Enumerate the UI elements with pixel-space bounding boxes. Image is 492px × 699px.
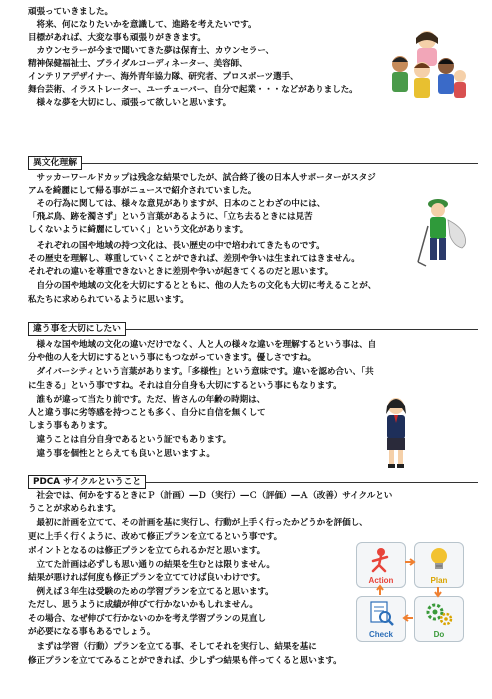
section-title: 違う事を大切にしたい <box>28 322 126 336</box>
section-divider <box>28 163 478 164</box>
pdca-action-cell <box>356 542 406 588</box>
paragraph-line: その行為に関しては、様々な意見がありますが、日本のことわざの中には、 <box>28 199 326 209</box>
paragraph-line: 様々な国や地域の文化の違いだけでなく、人と人の様々な違いを理解するという事は、自 <box>28 340 377 350</box>
paragraph-line: 結果が悪ければ何度も修正プランを立ててけば良いわけです。 <box>28 573 266 583</box>
lightbulb-icon <box>415 545 463 575</box>
paragraph-line: 例えば３年生は受験のための学習プランを立てると思います。 <box>28 587 274 597</box>
paragraph-line: 違う事を個性ととらえても良いと思いますよ。 <box>28 449 215 459</box>
section-title: 異文化理解 <box>28 156 82 170</box>
paragraph-line: ダイバーシティという言葉があります。「多様性」という意味です。違いを認め合い、「共 <box>28 367 374 377</box>
paragraph-line: サッカーワールドカップは残念な結果でしたが、試合終了後の日本人サポーターがスタジ <box>28 173 376 183</box>
pdca-action-label: Action <box>368 576 394 585</box>
pdca-cycle-diagram <box>356 542 466 644</box>
paragraph-line: 「飛ぶ鳥、跡を濁さず」という言葉があるように、「立ち去るときには見苦 <box>28 212 313 222</box>
paragraph-line: 人と違う事に劣等感を持つことも多く、自分に自信を無くして <box>28 408 266 418</box>
intro-line: 精神保健福祉士、ブライダルコーディネーター、美容師、 <box>28 59 248 69</box>
pdca-check-label: Check <box>368 630 393 639</box>
intro-line: 将来、何になりたいかを意識して、進路を考えたいです。 <box>28 20 257 30</box>
paragraph-line: それぞれの国や地域の持つ文化は、長い歴史の中で培われてきたものです。 <box>28 241 325 251</box>
paragraph-line: に生きる」という事ですね。それは自分自身も大切にするという事にもなります。 <box>28 381 342 391</box>
paragraph-line: 社会では、何かをするときにＰ（計画）―Ｄ（実行）―Ｃ（評価）―Ａ（改善）サイクルとい <box>28 491 393 501</box>
paragraph-line: 修正プランを立ててみることができれば、少しずつ結果も伴ってくると思います。 <box>28 656 342 666</box>
intro-line: カウンセラーが今まで聞いてきた夢は保育士、カウンセラー、 <box>28 46 274 56</box>
pdca-do-cell <box>414 596 464 642</box>
paragraph-line: 立てた計画は必ずしも思い通りの結果を生むとは限りません。 <box>28 560 275 570</box>
magnifier-document-icon <box>357 599 405 629</box>
paragraph-line: それぞれの違いを尊重できないときに差別や争いが起きてくるのだと思います。 <box>28 267 334 277</box>
pdca-plan-label: Plan <box>430 576 448 585</box>
paragraph-line: その歴史を理解し、尊重していくことができれば、差別や争いは生まれてはきません。 <box>28 254 360 264</box>
paragraph-line: 分や他の人を大切にするという事にもつながっていきます。優しさですね。 <box>28 353 317 363</box>
children-group-illustration <box>386 28 468 100</box>
paragraph-line: しまう事もあります。 <box>28 421 113 431</box>
paragraph-line: が必要になる事もあるでしょう。 <box>28 627 156 637</box>
paragraph-line: アムを綺麗にして帰る事がニュースで紹介されていました。 <box>28 186 257 196</box>
paragraph-line: しくないように綺麗にしていく」という文化があります。 <box>28 225 249 235</box>
running-person-icon <box>357 545 405 575</box>
student-illustration <box>378 396 414 470</box>
paragraph-line: その場合、なぜ伸びて行かないのかを考え学習プランの見直し <box>28 614 266 624</box>
intro-line: インテリアデザイナー、海外青年協力隊、研究者、プロスポーツ選手、 <box>28 72 299 82</box>
paragraph-line: うことが求められます。 <box>28 504 121 514</box>
pdca-do-label: Do <box>433 630 445 639</box>
paragraph-line: ただし、思うように成績が伸びて行かないかもしれません。 <box>28 600 258 610</box>
paragraph-line: まずは学習（行動）プランを立てる事、そしてそれを実行し、結果を基に <box>28 642 317 652</box>
section-title: PDCA サイクルということ <box>28 475 146 489</box>
gears-icon <box>415 599 463 629</box>
cleaning-supporter-illustration <box>414 196 474 268</box>
paragraph-line: 私たちに求められているように思います。 <box>28 295 189 305</box>
paragraph-line: 最初に計画を立てて、その計画を基に実行し、行動が上手く行ったかどうかを評価し、 <box>28 518 368 528</box>
intro-line: 頑張っていきました。 <box>28 7 113 17</box>
paragraph-line: 違うことは自分自身であるという証でもあります。 <box>28 435 232 445</box>
intro-line: 様々な夢を大切にし、頑張って欲しいと思います。 <box>28 98 232 108</box>
paragraph-line: 更に上手く行くように、改めて修正プランを立てるという事です。 <box>28 532 283 542</box>
pdca-plan-cell <box>414 542 464 588</box>
intro-line: 目標があれば、大変な事も頑張りがききます。 <box>28 33 206 43</box>
pdca-check-cell <box>356 596 406 642</box>
paragraph-line: 自分の国や地域の文化を大切にするとともに、他の人たちの文化も大切に考えることが、 <box>28 281 377 291</box>
intro-line: 舞台芸術、イラストレーター、ユーチューバー、自分で起業・・・などがありました。 <box>28 85 358 95</box>
paragraph-line: ポイントとなるのは修正プランを立てられるかだと思います。 <box>28 546 266 556</box>
paragraph-line: 誰もが違って当たり前です。ただ、皆さんの年齢の時期は、 <box>28 395 266 405</box>
